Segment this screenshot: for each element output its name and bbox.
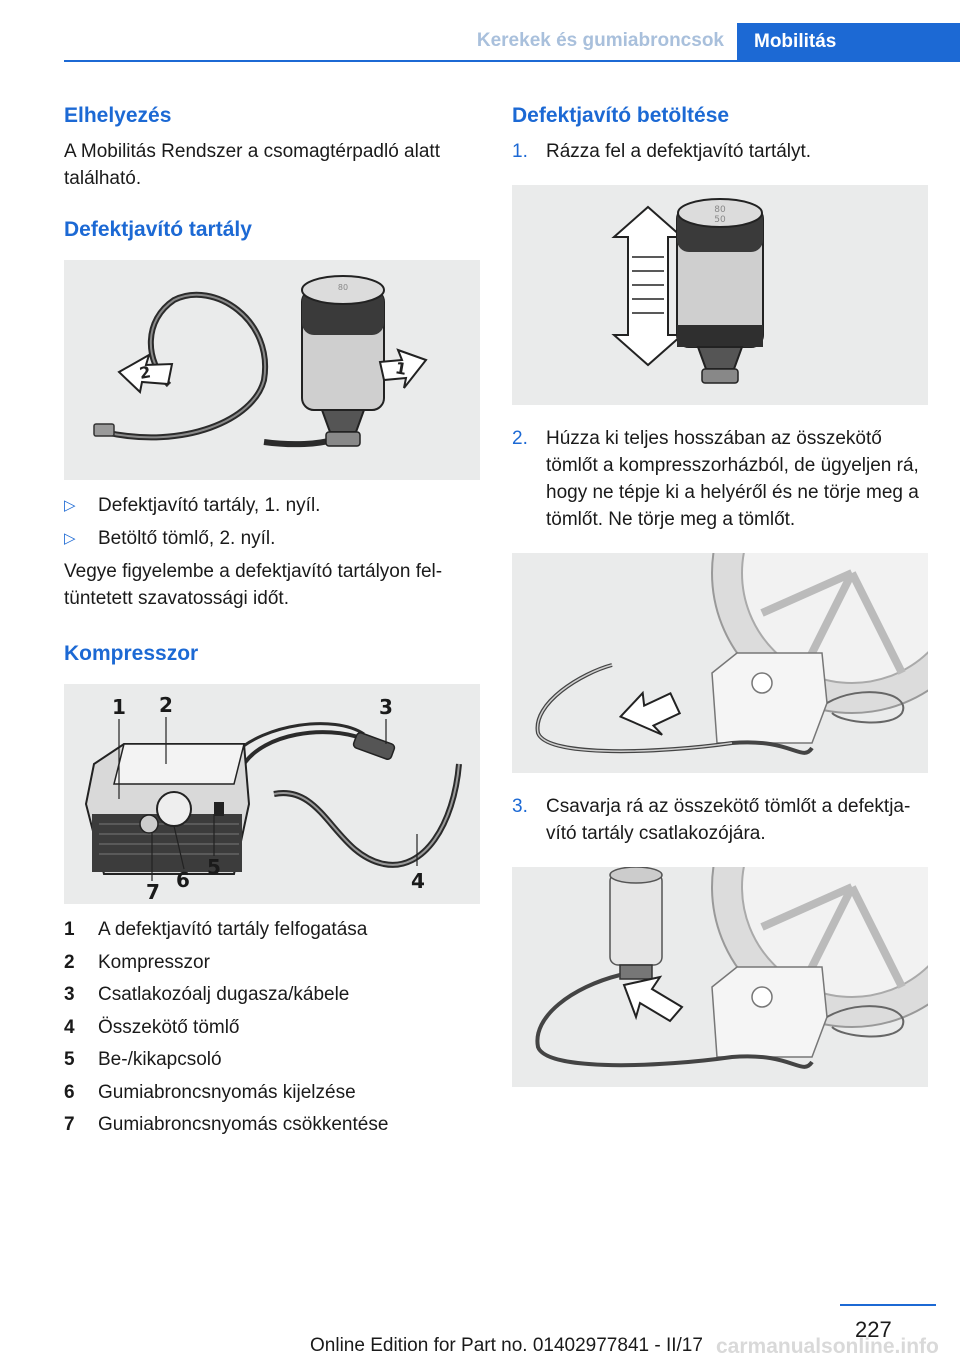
shake-bottle-figure [512, 185, 928, 405]
watermark: carmanualsonline.info [716, 1335, 939, 1358]
arrow-label-2: 2 [137, 362, 153, 383]
step-list-2 [512, 425, 928, 533]
step-item: 3. Csavarja rá az összekötő tömlőt a defektjavító tartály csatlakozójára. [512, 796, 911, 844]
header-rule [64, 60, 960, 62]
placement-text: A Mobilitás Rendszer a csomagtérpadló alatt található. [64, 141, 440, 189]
legend-item: 1 A defektjavító tartály felfogatása [64, 919, 368, 940]
step-item: 1. Rázza fel a defektjavító tartályt. [512, 141, 812, 162]
fill-heading: Defektjavító betöltése [512, 104, 730, 127]
container-heading: Defektjavító tartály [64, 218, 252, 241]
compressor-legend [64, 914, 480, 1142]
step-list-1 [512, 138, 928, 165]
callout-4: 4 [411, 869, 425, 893]
header-section-title[interactable]: Kerekek és gumiabroncsok [476, 30, 724, 51]
legend-item: 7 Gumiabroncsnyomás csökkentése [64, 1114, 389, 1135]
list-item: ▷ Defektjavító tartály, 1. nyíl. [64, 492, 480, 519]
connect-hose-illustration [512, 867, 928, 1087]
sealant-container-figure [64, 260, 480, 480]
header-chapter-tab[interactable]: Mobilitás [737, 23, 960, 61]
page-header [0, 0, 960, 62]
sealant-container-illustration [64, 260, 480, 480]
bottle-label-top: 80 [337, 283, 349, 292]
callout-5: 5 [207, 855, 221, 879]
placement-heading: Elhelyezés [64, 104, 172, 127]
arrow-label-1: 1 [393, 358, 409, 379]
list-item: ▷ Betöltő tömlő, 2. nyíl. [64, 525, 480, 552]
pull-hose-illustration [512, 553, 928, 773]
compressor-figure [64, 684, 480, 904]
edition-text: Online Edition for Part no. 01402977841 - II/17 [310, 1335, 703, 1356]
shake-bottle-illustration [512, 185, 928, 405]
right-column [512, 102, 928, 1087]
container-note: Vegye figyelembe a defektjavító tartályon feltüntetett szavatossági időt. [64, 561, 443, 609]
legend-item: 3 Csatlakozóalj dugasza/kábele [64, 984, 350, 1005]
page-number: 227 [855, 1317, 892, 1342]
legend-item: 5 Be-/kikapcsoló [64, 1049, 222, 1070]
triangle-bullet-icon: ▷ [64, 497, 76, 514]
callout-6: 6 [176, 868, 190, 892]
left-column [64, 102, 480, 1142]
legend-item: 6 Gumiabroncsnyomás kijelzése [64, 1081, 356, 1103]
compressor-heading: Kompresszor [64, 642, 199, 665]
callout-7: 7 [146, 880, 160, 904]
step-list-3 [512, 793, 928, 847]
bottle-label-bottom-b: 50 [714, 215, 726, 225]
step-item: 2. Húzza ki teljes hosszában az összekötő tömlőt a kompresszorházból, de ügyeljen rá, hogy ne tépje ki a helyéről és ne törje meg a tömlőt. Ne törje meg a tömlőt. [512, 428, 919, 530]
pull-hose-figure [512, 553, 928, 773]
legend-item: 2 Kompresszor [64, 951, 210, 973]
callout-3: 3 [379, 695, 393, 719]
bottle-label-top-b: 80 [714, 205, 726, 215]
connect-hose-figure [512, 867, 928, 1087]
callout-1: 1 [112, 695, 126, 719]
footer-rule [840, 1304, 936, 1306]
legend-item: 4 Összekötő tömlő [64, 1016, 240, 1038]
compressor-illustration [64, 684, 480, 904]
container-item-list [64, 492, 480, 552]
triangle-bullet-icon: ▷ [64, 530, 76, 547]
callout-2: 2 [159, 693, 173, 717]
